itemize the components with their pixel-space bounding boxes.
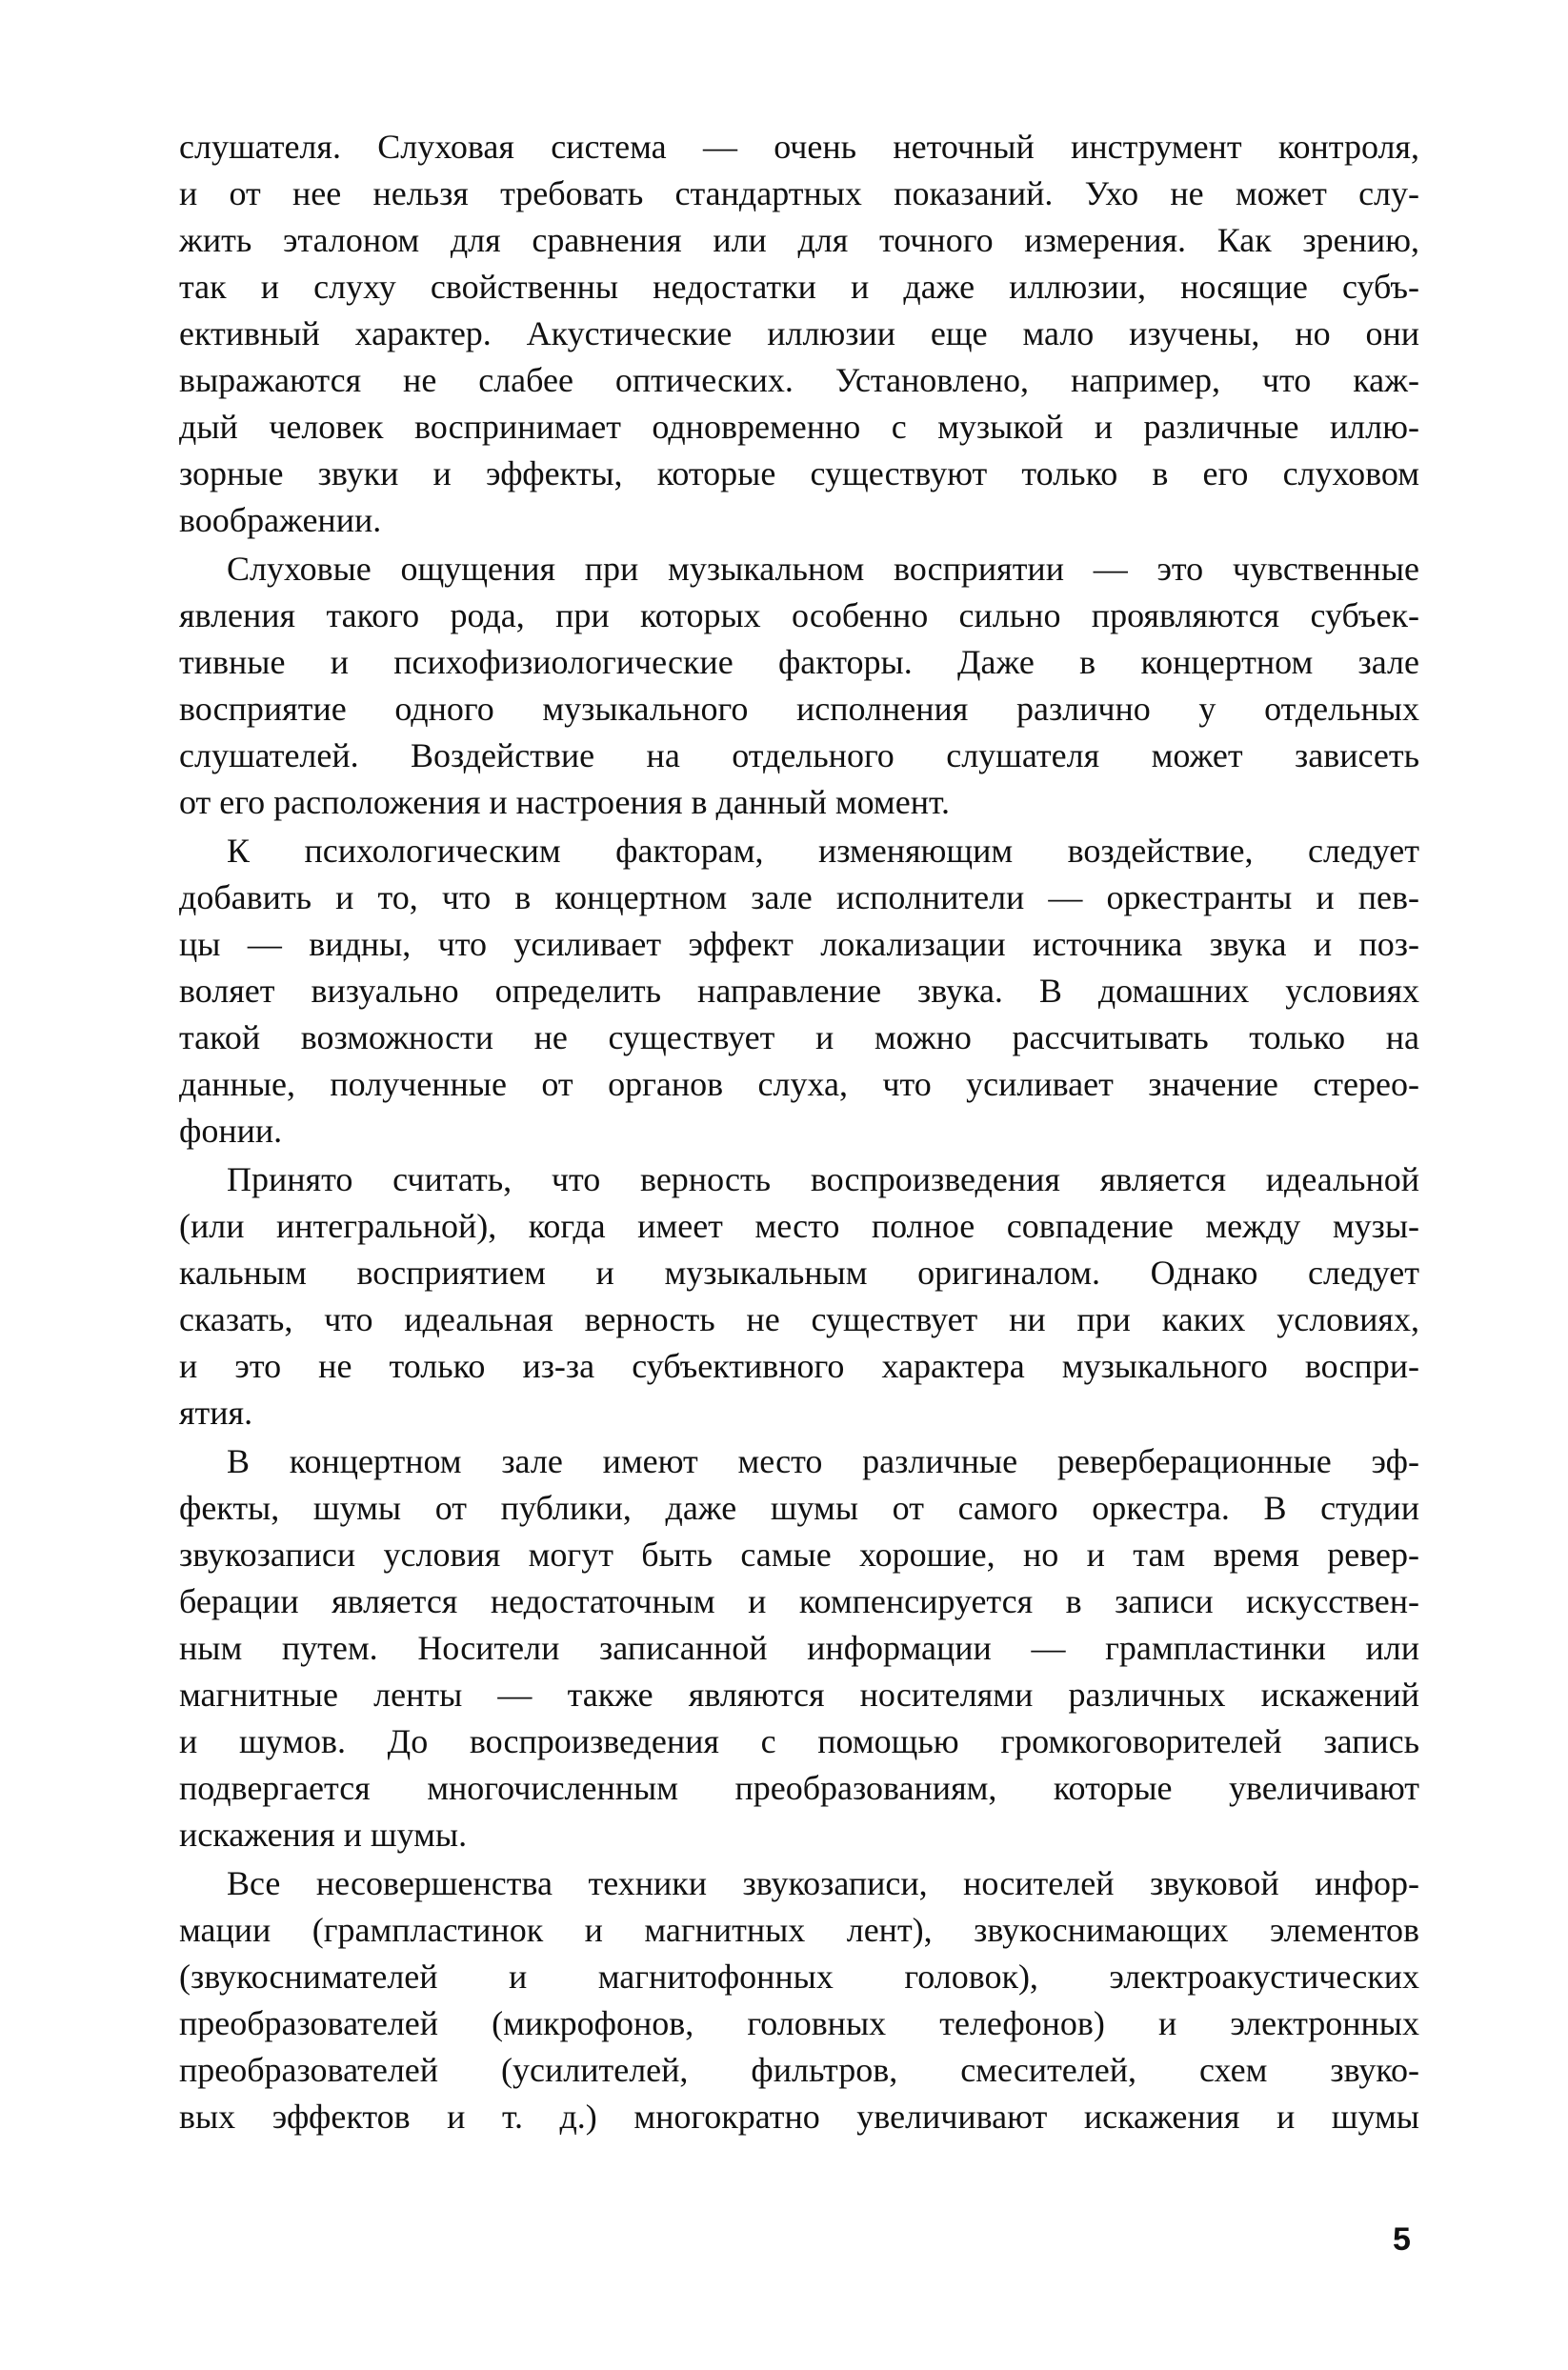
text-line: воображении. (179, 501, 382, 539)
text-line: воляет визуально определить направление звука. В домашних условиях (179, 972, 1419, 1010)
text-line: слушателя. Слуховая система — очень неточный инструмент контроля, (179, 128, 1419, 166)
paragraph (179, 1860, 1419, 2140)
text-line: кальным восприятием и музыкальным оригиналом. Однако следует (179, 1254, 1419, 1292)
text-line: (звукоснимателей и магнитофонных головок), электроакустических (179, 1958, 1419, 1996)
text-line: искажения и шумы. (179, 1816, 468, 1854)
text-line: В концертном зале имеют место различные реверберационные эф- (227, 1442, 1419, 1480)
paragraph (179, 124, 1419, 544)
text-line: подвергается многочисленным преобразованиям, которые увеличивают (179, 1769, 1419, 1807)
text-line: и шумов. До воспроизведения с помощью громкоговорителей запись (179, 1722, 1419, 1760)
text-line: преобразователей (усилителей, фильтров, смесителей, схем звуко- (179, 2051, 1419, 2089)
text-line: добавить и то, что в концертном зале исполнители — оркестранты и пев- (179, 878, 1419, 916)
page-number: 5 (1393, 2221, 1411, 2258)
text-line: Слуховые ощущения при музыкальном восприятии — это чувственные (227, 550, 1419, 588)
text-line: жить эталоном для сравнения или для точного измерения. Как зрению, (179, 221, 1419, 259)
text-line: берации является недостаточным и компенсируется в записи искусствен- (179, 1582, 1419, 1620)
text-line: ным путем. Носители записанной информации — грампластинки или (179, 1629, 1419, 1667)
text-line: (или интегральной), когда имеет место полное совпадение между музы- (179, 1207, 1419, 1245)
text-line: К психологическим факторам, изменяющим воздействие, следует (227, 832, 1419, 870)
text-line: сказать, что идеальная верность не существует ни при каких условиях, (179, 1300, 1419, 1338)
text-line: ективный характер. Акустические иллюзии еще мало изучены, но они (179, 314, 1419, 352)
paragraph (179, 1438, 1419, 1858)
text-line: явления такого рода, при которых особенно сильно проявляются субъек- (179, 596, 1419, 634)
text-line: преобразователей (микрофонов, головных телефонов) и электронных (179, 2004, 1419, 2042)
text-line: и это не только из-за субъективного характера музыкального воспри- (179, 1347, 1419, 1385)
text-line: данные, полученные от органов слуха, что усиливает значение стерео- (179, 1065, 1419, 1103)
text-line: такой возможности не существует и можно рассчитывать только на (179, 1018, 1419, 1056)
text-line: тивные и психофизиологические факторы. Даже в концертном зале (179, 643, 1419, 681)
text-line: магнитные ленты — также являются носителями различных искажений (179, 1676, 1419, 1714)
page-body-text (179, 122, 1419, 2140)
text-line: выражаются не слабее оптических. Установлено, например, что каж- (179, 361, 1419, 399)
text-line: ятия. (179, 1394, 253, 1432)
paragraph (179, 1156, 1419, 1436)
text-line: дый человек воспринимает одновременно с музыкой и различные иллю- (179, 408, 1419, 446)
text-line: так и слуху свойственны недостатки и даже иллюзии, носящие субъ- (179, 268, 1419, 306)
text-line: вых эффектов и т. д.) многократно увеличивают искажения и шумы (179, 2098, 1419, 2136)
text-line: цы — видны, что усиливает эффект локализации источника звука и поз- (179, 925, 1419, 963)
text-line: Принято считать, что верность воспроизведения является идеальной (227, 1160, 1419, 1198)
text-line: восприятие одного музыкального исполнения различно у отдельных (179, 690, 1419, 728)
text-line: фонии. (179, 1112, 283, 1150)
text-line: мации (грампластинок и магнитных лент), звукоснимающих элементов (179, 1911, 1419, 1949)
text-line: слушателей. Воздействие на отдельного слушателя может зависеть (179, 736, 1419, 774)
paragraph (179, 546, 1419, 826)
paragraph (179, 828, 1419, 1155)
text-line: зорные звуки и эффекты, которые существуют только в его слуховом (179, 454, 1419, 492)
text-line: Все несовершенства техники звукозаписи, носителей звуковой инфор- (227, 1864, 1419, 1902)
text-line: и от нее нельзя требовать стандартных показаний. Ухо не может слу- (179, 174, 1419, 212)
text-line: звукозаписи условия могут быть самые хорошие, но и там время ревер- (179, 1536, 1419, 1574)
text-line: от его расположения и настроения в данный момент. (179, 783, 950, 821)
text-line: фекты, шумы от публики, даже шумы от самого оркестра. В студии (179, 1489, 1419, 1527)
